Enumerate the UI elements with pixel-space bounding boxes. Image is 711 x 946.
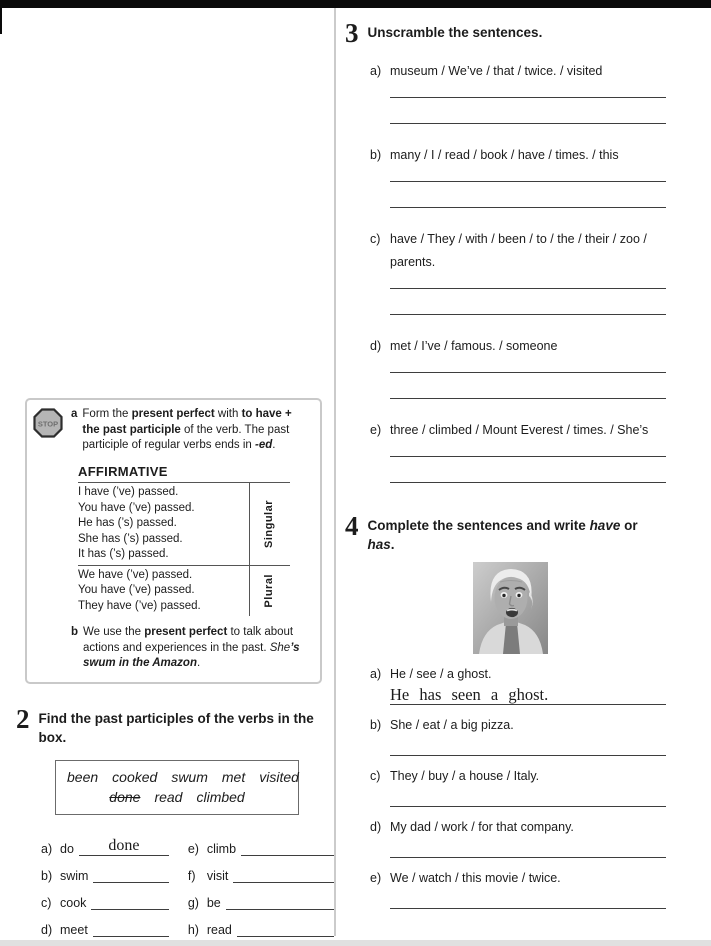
- rule-a-row: [33, 407, 312, 454]
- item-text: He / see / a ghost.: [390, 667, 492, 681]
- ex2-item-h: [188, 916, 334, 937]
- right-column: [335, 8, 711, 909]
- item-text: We / watch / this movie / twice.: [390, 871, 561, 885]
- word: cooked: [112, 768, 158, 785]
- ex3-item-c: [370, 228, 711, 315]
- answer-line[interactable]: [390, 207, 666, 208]
- ex2-item-g: [188, 889, 334, 910]
- answer-line[interactable]: [390, 97, 666, 98]
- answer-blank[interactable]: [241, 836, 334, 856]
- item-text: three / climbed / Mount Everest / times. / She’s: [390, 423, 649, 437]
- affirmative-heading: AFFIRMATIVE: [78, 463, 168, 479]
- page-bottom-edge: [0, 940, 711, 946]
- answer-line[interactable]: [390, 398, 666, 399]
- singular-label: Singular: [263, 499, 276, 548]
- ex2-item-c: [41, 889, 169, 910]
- item-verb: climb: [206, 841, 237, 856]
- item-label: c): [370, 232, 381, 246]
- item-text: met / I’ve / famous. / someone: [390, 339, 558, 353]
- rule-b-text: We use the present perfect to talk about actions and experiences in the past. She’s swum in the Amazon.: [83, 626, 300, 669]
- item-verb: read: [206, 922, 232, 937]
- word: swum: [171, 768, 208, 785]
- item-label: a): [370, 667, 382, 681]
- ex4-item-d: [370, 817, 711, 858]
- item-label: d): [370, 339, 382, 353]
- item-text: She / eat / a big pizza.: [390, 718, 514, 732]
- answer-line[interactable]: [390, 123, 666, 124]
- answer-blank[interactable]: [226, 890, 334, 910]
- answer-line[interactable]: [390, 890, 666, 909]
- exercise-4-header: [345, 513, 711, 554]
- item-label: e): [187, 841, 199, 856]
- ex2-item-d: [41, 916, 169, 937]
- exercise-2-header: [16, 703, 334, 747]
- answer-line[interactable]: [390, 372, 666, 373]
- ex4-item-e: [370, 868, 711, 909]
- answer-line[interactable]: [390, 737, 666, 756]
- table-row: You have (’ve) passed.: [78, 501, 195, 514]
- word-box: [55, 760, 299, 815]
- item-label: e): [370, 871, 382, 885]
- answer-blank[interactable]: [93, 863, 168, 883]
- item-label: f): [187, 868, 196, 883]
- word: read: [154, 788, 183, 805]
- conjugation-table: [78, 482, 290, 616]
- item-label: c): [370, 769, 381, 783]
- exercise-4-title: Complete the sentences and write have or has.: [367, 518, 638, 552]
- item-text: They / buy / a house / Italy.: [390, 769, 540, 783]
- exercise-4: [345, 513, 711, 909]
- rule-b-row: [33, 625, 312, 672]
- grammar-rule-box: [25, 398, 322, 684]
- item-verb: cook: [60, 895, 87, 910]
- answer-line[interactable]: [390, 686, 666, 705]
- item-text: many / I / read / book / have / times. / this: [390, 148, 619, 162]
- rule-a-label: a: [71, 408, 78, 420]
- word-crossed-out: done: [109, 788, 141, 805]
- item-verb: do: [60, 841, 74, 856]
- answer-blank[interactable]: [79, 836, 169, 856]
- answer-blank[interactable]: [233, 863, 334, 883]
- exercise-2-title: Find the past participles of the verbs in the box.: [38, 710, 314, 745]
- answer-line[interactable]: [390, 181, 666, 182]
- answer-line[interactable]: [390, 288, 666, 289]
- stop-icon-text: STOP: [37, 419, 59, 429]
- item-text: have / They / with / been / to / the / their / zoo / parents.: [390, 232, 647, 269]
- table-row: They have (’ve) passed.: [78, 599, 201, 612]
- item-label: d): [41, 922, 53, 937]
- rule-b-label: b: [71, 626, 79, 638]
- singular-block: [78, 483, 290, 565]
- left-column: [0, 8, 334, 943]
- exercise-3-header: [345, 20, 711, 46]
- table-row: We have (’ve) passed.: [78, 568, 193, 581]
- ex4-item-a: [370, 664, 711, 705]
- answer-line[interactable]: [390, 482, 666, 483]
- rule-a-text: Form the present perfect with to have + the past participle of the verb. The past participle of regular verbs ends in -ed.: [82, 408, 292, 451]
- exercise-3-number: 3: [345, 18, 359, 48]
- item-label: a): [370, 64, 382, 78]
- exercise-2: [16, 703, 334, 943]
- word: met: [221, 768, 246, 785]
- answer-blank[interactable]: [93, 917, 169, 937]
- table-row: He has (’s) passed.: [78, 517, 177, 529]
- item-text: My dad / work / for that company.: [390, 820, 574, 834]
- table-row: It has (’s) passed.: [78, 548, 169, 560]
- exercise-2-number: 2: [16, 703, 30, 734]
- answer-line[interactable]: [390, 788, 666, 807]
- word-box-row: [60, 787, 294, 807]
- answer-line[interactable]: [390, 314, 666, 315]
- table-row: I have (’ve) passed.: [78, 486, 179, 498]
- word: been: [67, 768, 99, 785]
- item-verb: be: [206, 895, 221, 910]
- ex2-item-b: [41, 862, 169, 883]
- ex4-item-b: [370, 715, 711, 756]
- exercise-3-title: Unscramble the sentences.: [367, 25, 543, 40]
- answer-line[interactable]: [390, 839, 666, 858]
- item-text: museum / We’ve / that / twice. / visited: [390, 64, 603, 78]
- answer-line[interactable]: [390, 456, 666, 457]
- word: visited: [259, 768, 299, 785]
- item-label: d): [370, 820, 382, 834]
- item-label: a): [41, 841, 53, 856]
- exercise-3: [345, 20, 711, 483]
- ex4-item-c: [370, 766, 711, 807]
- written-answer: He has seen a ghost.: [390, 685, 549, 704]
- word: climbed: [196, 788, 245, 805]
- answer-blank[interactable]: [237, 917, 334, 937]
- item-verb: visit: [206, 868, 229, 883]
- ex3-item-a: [370, 60, 711, 124]
- answer-blank[interactable]: [91, 890, 168, 910]
- ex3-item-b: [370, 144, 711, 208]
- item-label: h): [187, 922, 199, 937]
- ex2-item-a: [41, 835, 169, 856]
- ex3-item-d: [370, 335, 711, 399]
- item-verb: swim: [60, 868, 89, 883]
- ex3-item-e: [370, 419, 711, 483]
- stop-icon: [33, 408, 63, 438]
- item-label: b): [41, 868, 53, 883]
- ex2-item-f: [188, 862, 334, 883]
- plural-block: [78, 565, 290, 617]
- plural-label: Plural: [263, 573, 276, 608]
- item-label: e): [370, 423, 382, 437]
- item-verb: meet: [60, 922, 88, 937]
- ex2-item-e: [188, 835, 334, 856]
- item-label: c): [41, 895, 52, 910]
- item-label: g): [187, 895, 199, 910]
- item-label: b): [370, 718, 382, 732]
- shocked-man-photo: [473, 562, 548, 654]
- page-top-edge: [0, 0, 711, 8]
- item-label: b): [370, 148, 382, 162]
- exercise-2-items: [41, 835, 334, 943]
- written-answer: done: [108, 836, 140, 854]
- table-row: She has (’s) passed.: [78, 532, 183, 545]
- word-box-row: [60, 767, 299, 787]
- exercise-4-number: 4: [345, 511, 359, 541]
- table-row: You have (’ve) passed.: [78, 584, 195, 596]
